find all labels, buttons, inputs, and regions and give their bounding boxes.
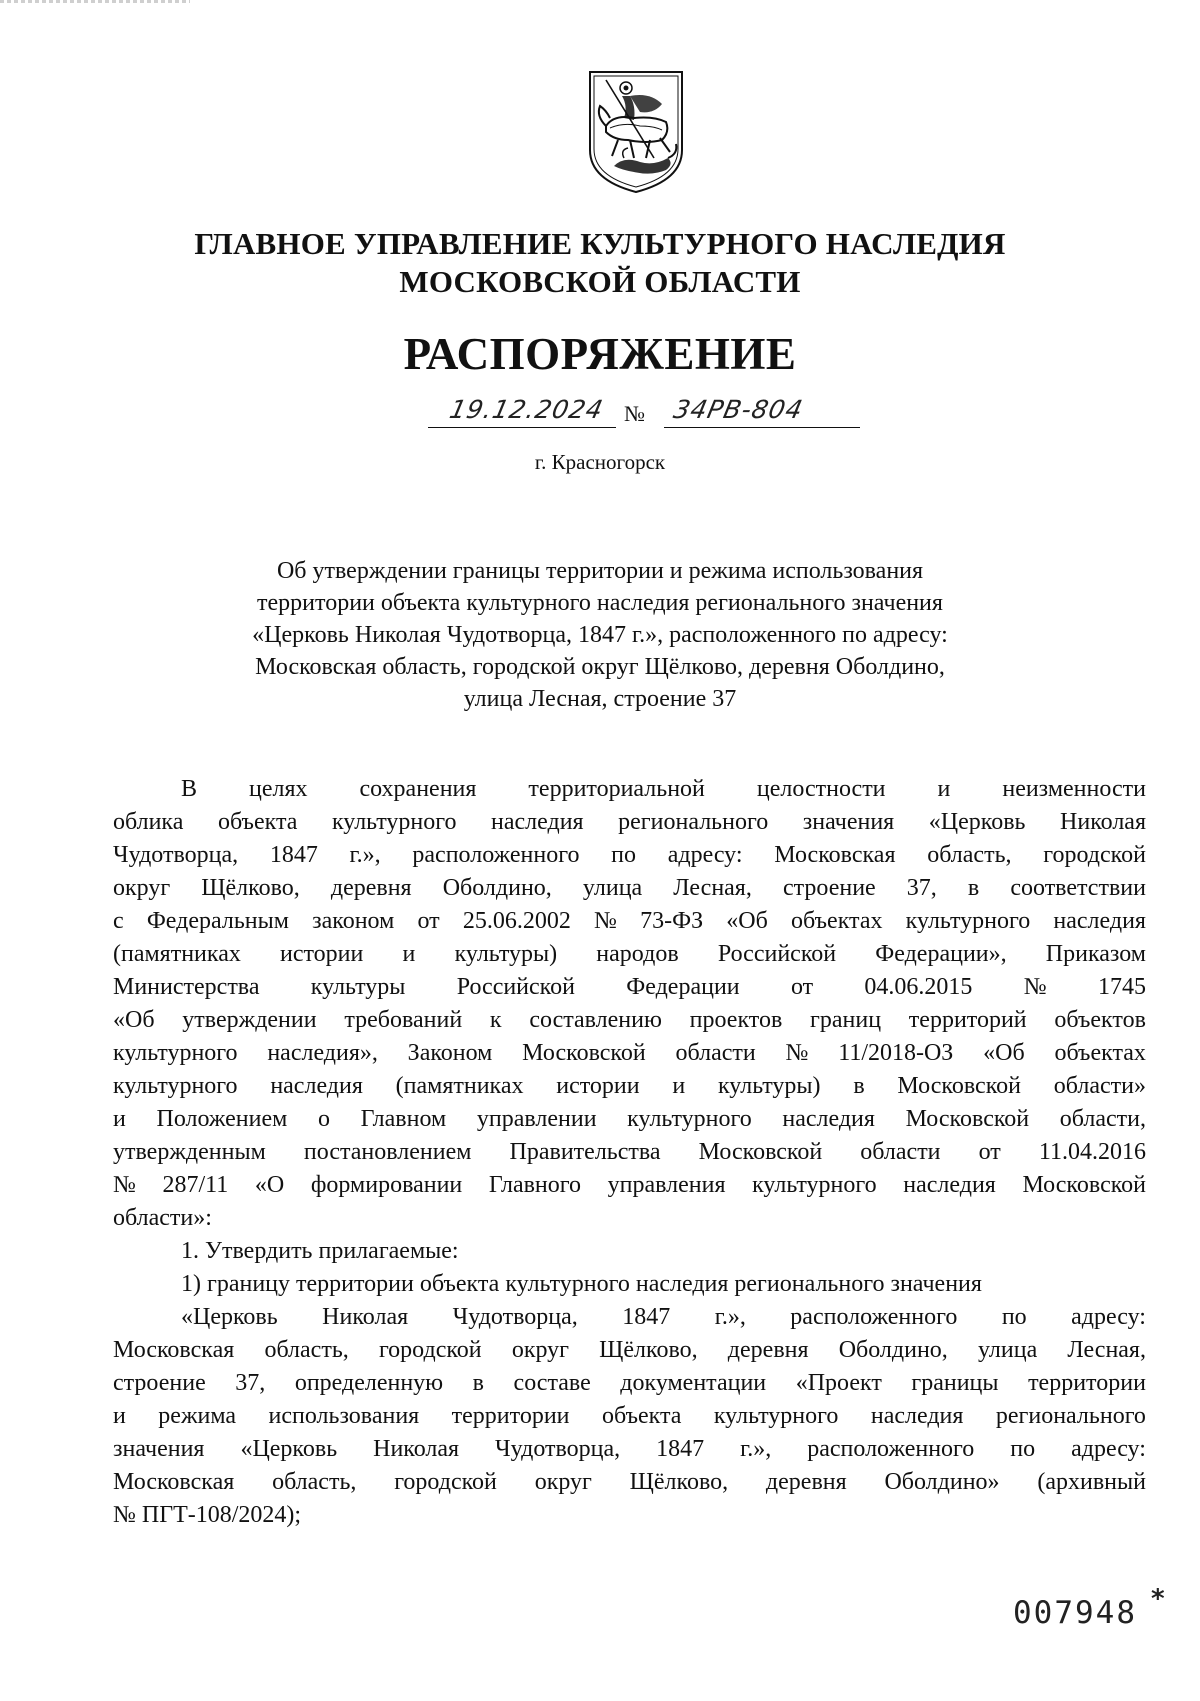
word: истории bbox=[280, 941, 364, 967]
body-line bbox=[113, 806, 1146, 839]
word: (памятниках bbox=[395, 1073, 524, 1099]
word: Министерства bbox=[113, 974, 260, 1000]
word: 1847 bbox=[622, 1304, 671, 1330]
word: Щёлково, bbox=[599, 1337, 698, 1363]
word: улица bbox=[977, 1337, 1038, 1363]
serial-number: 007948 bbox=[1013, 1595, 1137, 1631]
word: границы bbox=[911, 1370, 999, 1396]
word: Московской bbox=[522, 1040, 646, 1066]
word: использования bbox=[268, 1403, 420, 1429]
word: расположенного bbox=[807, 1436, 975, 1462]
word: «Церковь bbox=[928, 809, 1026, 835]
body-line bbox=[113, 971, 1146, 1004]
word: городской bbox=[1043, 842, 1146, 868]
word: 287/11 bbox=[162, 1172, 229, 1198]
word: 11/2018-ОЗ bbox=[838, 1040, 954, 1066]
justified-line-text bbox=[113, 1466, 1146, 1499]
body-line bbox=[113, 1103, 1146, 1136]
subject-line: улица Лесная, строение 37 bbox=[463, 686, 737, 712]
word: Федерации», bbox=[875, 941, 1007, 967]
city-place: г. Красногорск bbox=[534, 450, 666, 474]
word: соответствии bbox=[1010, 875, 1146, 901]
word: культурного bbox=[113, 1073, 238, 1099]
word: целях bbox=[249, 776, 308, 802]
word: наследия bbox=[1053, 908, 1146, 934]
body-line bbox=[113, 1070, 1146, 1103]
word: «Об bbox=[726, 908, 768, 934]
word: округ bbox=[511, 1337, 569, 1363]
justified-line-text bbox=[113, 1103, 1146, 1136]
word: объектах bbox=[1054, 1040, 1146, 1066]
word: Оболдино, bbox=[442, 875, 552, 901]
word: культурного bbox=[331, 809, 457, 835]
word: постановлением bbox=[303, 1139, 472, 1165]
body-line: № ПГТ-108/2024); bbox=[113, 1502, 302, 1528]
word: территорий bbox=[908, 1007, 1027, 1033]
word: и bbox=[113, 1403, 126, 1429]
word: и bbox=[113, 1106, 126, 1132]
body-line bbox=[113, 872, 1146, 905]
word: от bbox=[790, 974, 814, 1000]
justified-line-text bbox=[113, 1433, 1146, 1466]
document-type-title: РАСПОРЯЖЕНИЕ bbox=[403, 329, 797, 379]
number-underline bbox=[664, 427, 860, 428]
word: по bbox=[611, 842, 636, 868]
word: культурного bbox=[905, 908, 1031, 934]
body-line bbox=[113, 1301, 1146, 1334]
word: Приказом bbox=[1045, 941, 1146, 967]
word: объектах bbox=[791, 908, 883, 934]
word: значения bbox=[113, 1436, 205, 1462]
word: «Церковь bbox=[240, 1436, 338, 1462]
word: деревня bbox=[765, 1469, 847, 1495]
word: составе bbox=[513, 1370, 591, 1396]
word: и bbox=[672, 1073, 686, 1099]
word: Чудотворца, bbox=[113, 842, 239, 868]
word: формировании bbox=[310, 1172, 463, 1198]
word: объекта bbox=[217, 809, 298, 835]
scan-artifact bbox=[0, 0, 190, 3]
word: документации bbox=[620, 1370, 767, 1396]
word: по bbox=[1001, 1304, 1027, 1330]
word: регионального bbox=[995, 1403, 1146, 1429]
justified-line-text bbox=[113, 971, 1146, 1004]
word: требований bbox=[344, 1007, 463, 1033]
justified-line-text bbox=[181, 773, 1146, 806]
word: 73-ФЗ bbox=[640, 908, 704, 934]
body-line bbox=[113, 773, 1146, 806]
subject-line: территории объекта культурного наследия регионального значения bbox=[257, 590, 943, 616]
word: область, bbox=[927, 842, 1012, 868]
body-line bbox=[113, 1367, 1146, 1400]
word: округ bbox=[534, 1469, 592, 1495]
word: городской bbox=[378, 1337, 482, 1363]
word: улица bbox=[582, 875, 643, 901]
word: «Об bbox=[113, 1007, 155, 1033]
word: культурного bbox=[713, 1403, 839, 1429]
word: Федеральным bbox=[146, 908, 289, 934]
word: с bbox=[113, 908, 124, 934]
word: неизменности bbox=[1002, 776, 1146, 802]
word: Московская bbox=[113, 1469, 235, 1495]
justified-line-text bbox=[113, 1367, 1146, 1400]
word: расположенного bbox=[412, 842, 580, 868]
justified-line-text bbox=[113, 872, 1146, 905]
subject-line: «Церковь Николая Чудотворца, 1847 г.», расположенного по адресу: bbox=[252, 622, 948, 648]
word: истории bbox=[556, 1073, 640, 1099]
handwritten-date: 19.12.2024 bbox=[446, 395, 607, 424]
word: Правительства bbox=[509, 1139, 661, 1165]
word: культуры) bbox=[717, 1073, 821, 1099]
body-line bbox=[113, 1136, 1146, 1169]
subject-line: Московская область, городской округ Щёлково, деревня Оболдино, bbox=[255, 654, 945, 680]
word: Московской bbox=[1022, 1172, 1146, 1198]
word: значения bbox=[802, 809, 895, 835]
word: наследия bbox=[903, 1172, 996, 1198]
word: округ bbox=[113, 875, 171, 901]
body-line bbox=[113, 905, 1146, 938]
word: 11.04.2016 bbox=[1038, 1139, 1146, 1165]
justified-line-text bbox=[113, 1004, 1146, 1037]
word: 25.06.2002 bbox=[462, 908, 571, 934]
word: культурного bbox=[752, 1172, 877, 1198]
word: утверждении bbox=[182, 1007, 317, 1033]
word: Щёлково, bbox=[629, 1469, 729, 1495]
word: территориальной bbox=[528, 776, 705, 802]
word: наследия bbox=[782, 1106, 875, 1132]
word: г.», bbox=[740, 1436, 772, 1462]
word: культуры bbox=[310, 974, 406, 1000]
word: адресу: bbox=[667, 842, 743, 868]
word: (архивный bbox=[1037, 1469, 1146, 1495]
word: объектов bbox=[1054, 1007, 1146, 1033]
word: области» bbox=[1053, 1073, 1146, 1099]
word: адресу: bbox=[1071, 1304, 1146, 1330]
word: наследия bbox=[270, 1073, 363, 1099]
word: Чудотворца, bbox=[495, 1436, 621, 1462]
word: проектов bbox=[689, 1007, 783, 1033]
word: Лесная, bbox=[673, 875, 752, 901]
word: области bbox=[860, 1139, 941, 1165]
word: народов bbox=[596, 941, 679, 967]
body-line: области»: bbox=[113, 1205, 212, 1231]
word: наследия bbox=[870, 1403, 964, 1429]
word: объекта bbox=[601, 1403, 682, 1429]
word: границ bbox=[810, 1007, 882, 1033]
word: Российской bbox=[717, 941, 837, 967]
word: и bbox=[402, 941, 416, 967]
word: по bbox=[1010, 1436, 1036, 1462]
word: наследия», bbox=[267, 1040, 378, 1066]
word: сохранения bbox=[359, 776, 477, 802]
word: г.», bbox=[714, 1304, 746, 1330]
word: № bbox=[594, 908, 617, 934]
moscow-coat-of-arms-icon bbox=[584, 66, 688, 196]
body-line bbox=[113, 1169, 1146, 1202]
word: наследия bbox=[491, 809, 584, 835]
word: г.», bbox=[349, 842, 381, 868]
word: от bbox=[978, 1139, 1001, 1165]
word: строение bbox=[113, 1370, 206, 1396]
word: управлении bbox=[476, 1106, 597, 1132]
word: область, bbox=[272, 1469, 357, 1495]
body-line bbox=[113, 1400, 1146, 1433]
word: Николая bbox=[322, 1304, 409, 1330]
document-body bbox=[113, 773, 1146, 1532]
word: области, bbox=[1059, 1106, 1146, 1132]
word: Чудотворца, bbox=[452, 1304, 578, 1330]
word: законом bbox=[312, 908, 395, 934]
word: в bbox=[853, 1073, 865, 1099]
handwritten-document-number: 34РВ-804 bbox=[670, 395, 806, 424]
justified-line-text bbox=[181, 1301, 1146, 1334]
justified-line-text bbox=[113, 1169, 1146, 1202]
justified-line-text bbox=[113, 1136, 1146, 1169]
word: определенную bbox=[294, 1370, 444, 1396]
word: Положением bbox=[156, 1106, 288, 1132]
number-sign: № bbox=[624, 401, 645, 426]
word: Московская bbox=[774, 842, 896, 868]
organization-name-line1: ГЛАВНОЕ УПРАВЛЕНИЕ КУЛЬТУРНОГО НАСЛЕДИЯ bbox=[194, 226, 1006, 261]
word: и bbox=[937, 776, 951, 802]
word: составлению bbox=[529, 1007, 662, 1033]
word: культурного bbox=[627, 1106, 752, 1132]
organization-name-line2: МОСКОВСКОЙ ОБЛАСТИ bbox=[399, 264, 801, 299]
body-line bbox=[113, 1466, 1146, 1499]
justified-line-text bbox=[113, 1334, 1146, 1367]
word: Оболдино» bbox=[884, 1469, 1000, 1495]
word: культурного bbox=[113, 1040, 238, 1066]
document-subject bbox=[150, 555, 1050, 715]
word: о bbox=[317, 1106, 330, 1132]
subject-line: Об утверждении границы территории и режима использования bbox=[276, 558, 924, 584]
date-underline bbox=[428, 427, 616, 428]
body-line bbox=[113, 1037, 1146, 1070]
justified-line-text bbox=[113, 1037, 1146, 1070]
word: облика bbox=[113, 809, 184, 835]
word: В bbox=[181, 776, 198, 802]
word: «Церковь bbox=[181, 1304, 278, 1330]
word: строение bbox=[782, 875, 876, 901]
word: культуры) bbox=[454, 941, 558, 967]
word: № bbox=[1023, 974, 1047, 1000]
word: 37, bbox=[235, 1370, 266, 1396]
word: Николая bbox=[1060, 809, 1146, 835]
word: режима bbox=[158, 1403, 237, 1429]
justified-line-text bbox=[113, 806, 1146, 839]
word: № bbox=[113, 1172, 136, 1198]
word: Главного bbox=[488, 1172, 582, 1198]
word: городской bbox=[394, 1469, 497, 1495]
word: в bbox=[967, 875, 980, 901]
word: к bbox=[489, 1007, 502, 1033]
word: целостности bbox=[756, 776, 886, 802]
body-line bbox=[113, 1334, 1146, 1367]
word: Главном bbox=[360, 1106, 447, 1132]
justified-line-text bbox=[113, 905, 1146, 938]
body-line bbox=[113, 938, 1146, 971]
word: деревня bbox=[727, 1337, 809, 1363]
word: Щёлково, bbox=[201, 875, 300, 901]
word: область, bbox=[264, 1337, 349, 1363]
word: деревня bbox=[330, 875, 412, 901]
asterisk-mark: * bbox=[1151, 1584, 1165, 1614]
word: Московская bbox=[113, 1337, 235, 1363]
word: «Проект bbox=[795, 1370, 882, 1396]
word: 04.06.2015 bbox=[864, 974, 973, 1000]
clause-heading: 1. Утвердить прилагаемые: bbox=[181, 1238, 459, 1264]
subclause-line: 1) границу территории объекта культурного наследия регионального значения bbox=[181, 1271, 982, 1297]
word: № bbox=[785, 1040, 809, 1066]
word: Московской bbox=[905, 1106, 1030, 1132]
word: «Об bbox=[983, 1040, 1025, 1066]
justified-line-text bbox=[113, 1070, 1146, 1103]
word: адресу: bbox=[1071, 1436, 1146, 1462]
word: в bbox=[472, 1370, 484, 1396]
word: Московской bbox=[698, 1139, 823, 1165]
word: утвержденным bbox=[113, 1139, 266, 1165]
word: Законом bbox=[407, 1040, 493, 1066]
body-line bbox=[113, 1004, 1146, 1037]
word: (памятниках bbox=[113, 941, 241, 967]
justified-line-text bbox=[113, 938, 1146, 971]
word: регионального bbox=[618, 809, 769, 835]
word: Лесная, bbox=[1067, 1337, 1146, 1363]
word: 37, bbox=[906, 875, 937, 901]
word: территории bbox=[1028, 1370, 1146, 1396]
word: расположенного bbox=[790, 1304, 958, 1330]
word: Николая bbox=[373, 1436, 460, 1462]
word: 1847 bbox=[269, 842, 318, 868]
body-line bbox=[113, 1433, 1146, 1466]
word: «О bbox=[254, 1172, 285, 1198]
word: территории bbox=[451, 1403, 570, 1429]
justified-line-text bbox=[113, 1400, 1146, 1433]
word: Оболдино, bbox=[838, 1337, 948, 1363]
word: Федерации bbox=[626, 974, 740, 1000]
word: управления bbox=[607, 1172, 726, 1198]
word: от bbox=[417, 908, 440, 934]
word: области bbox=[675, 1040, 756, 1066]
justified-line-text bbox=[113, 839, 1146, 872]
word: 1847 bbox=[656, 1436, 705, 1462]
word: Московской bbox=[897, 1073, 1021, 1099]
body-line bbox=[113, 839, 1146, 872]
word: Российской bbox=[456, 974, 575, 1000]
word: 1745 bbox=[1097, 974, 1146, 1000]
